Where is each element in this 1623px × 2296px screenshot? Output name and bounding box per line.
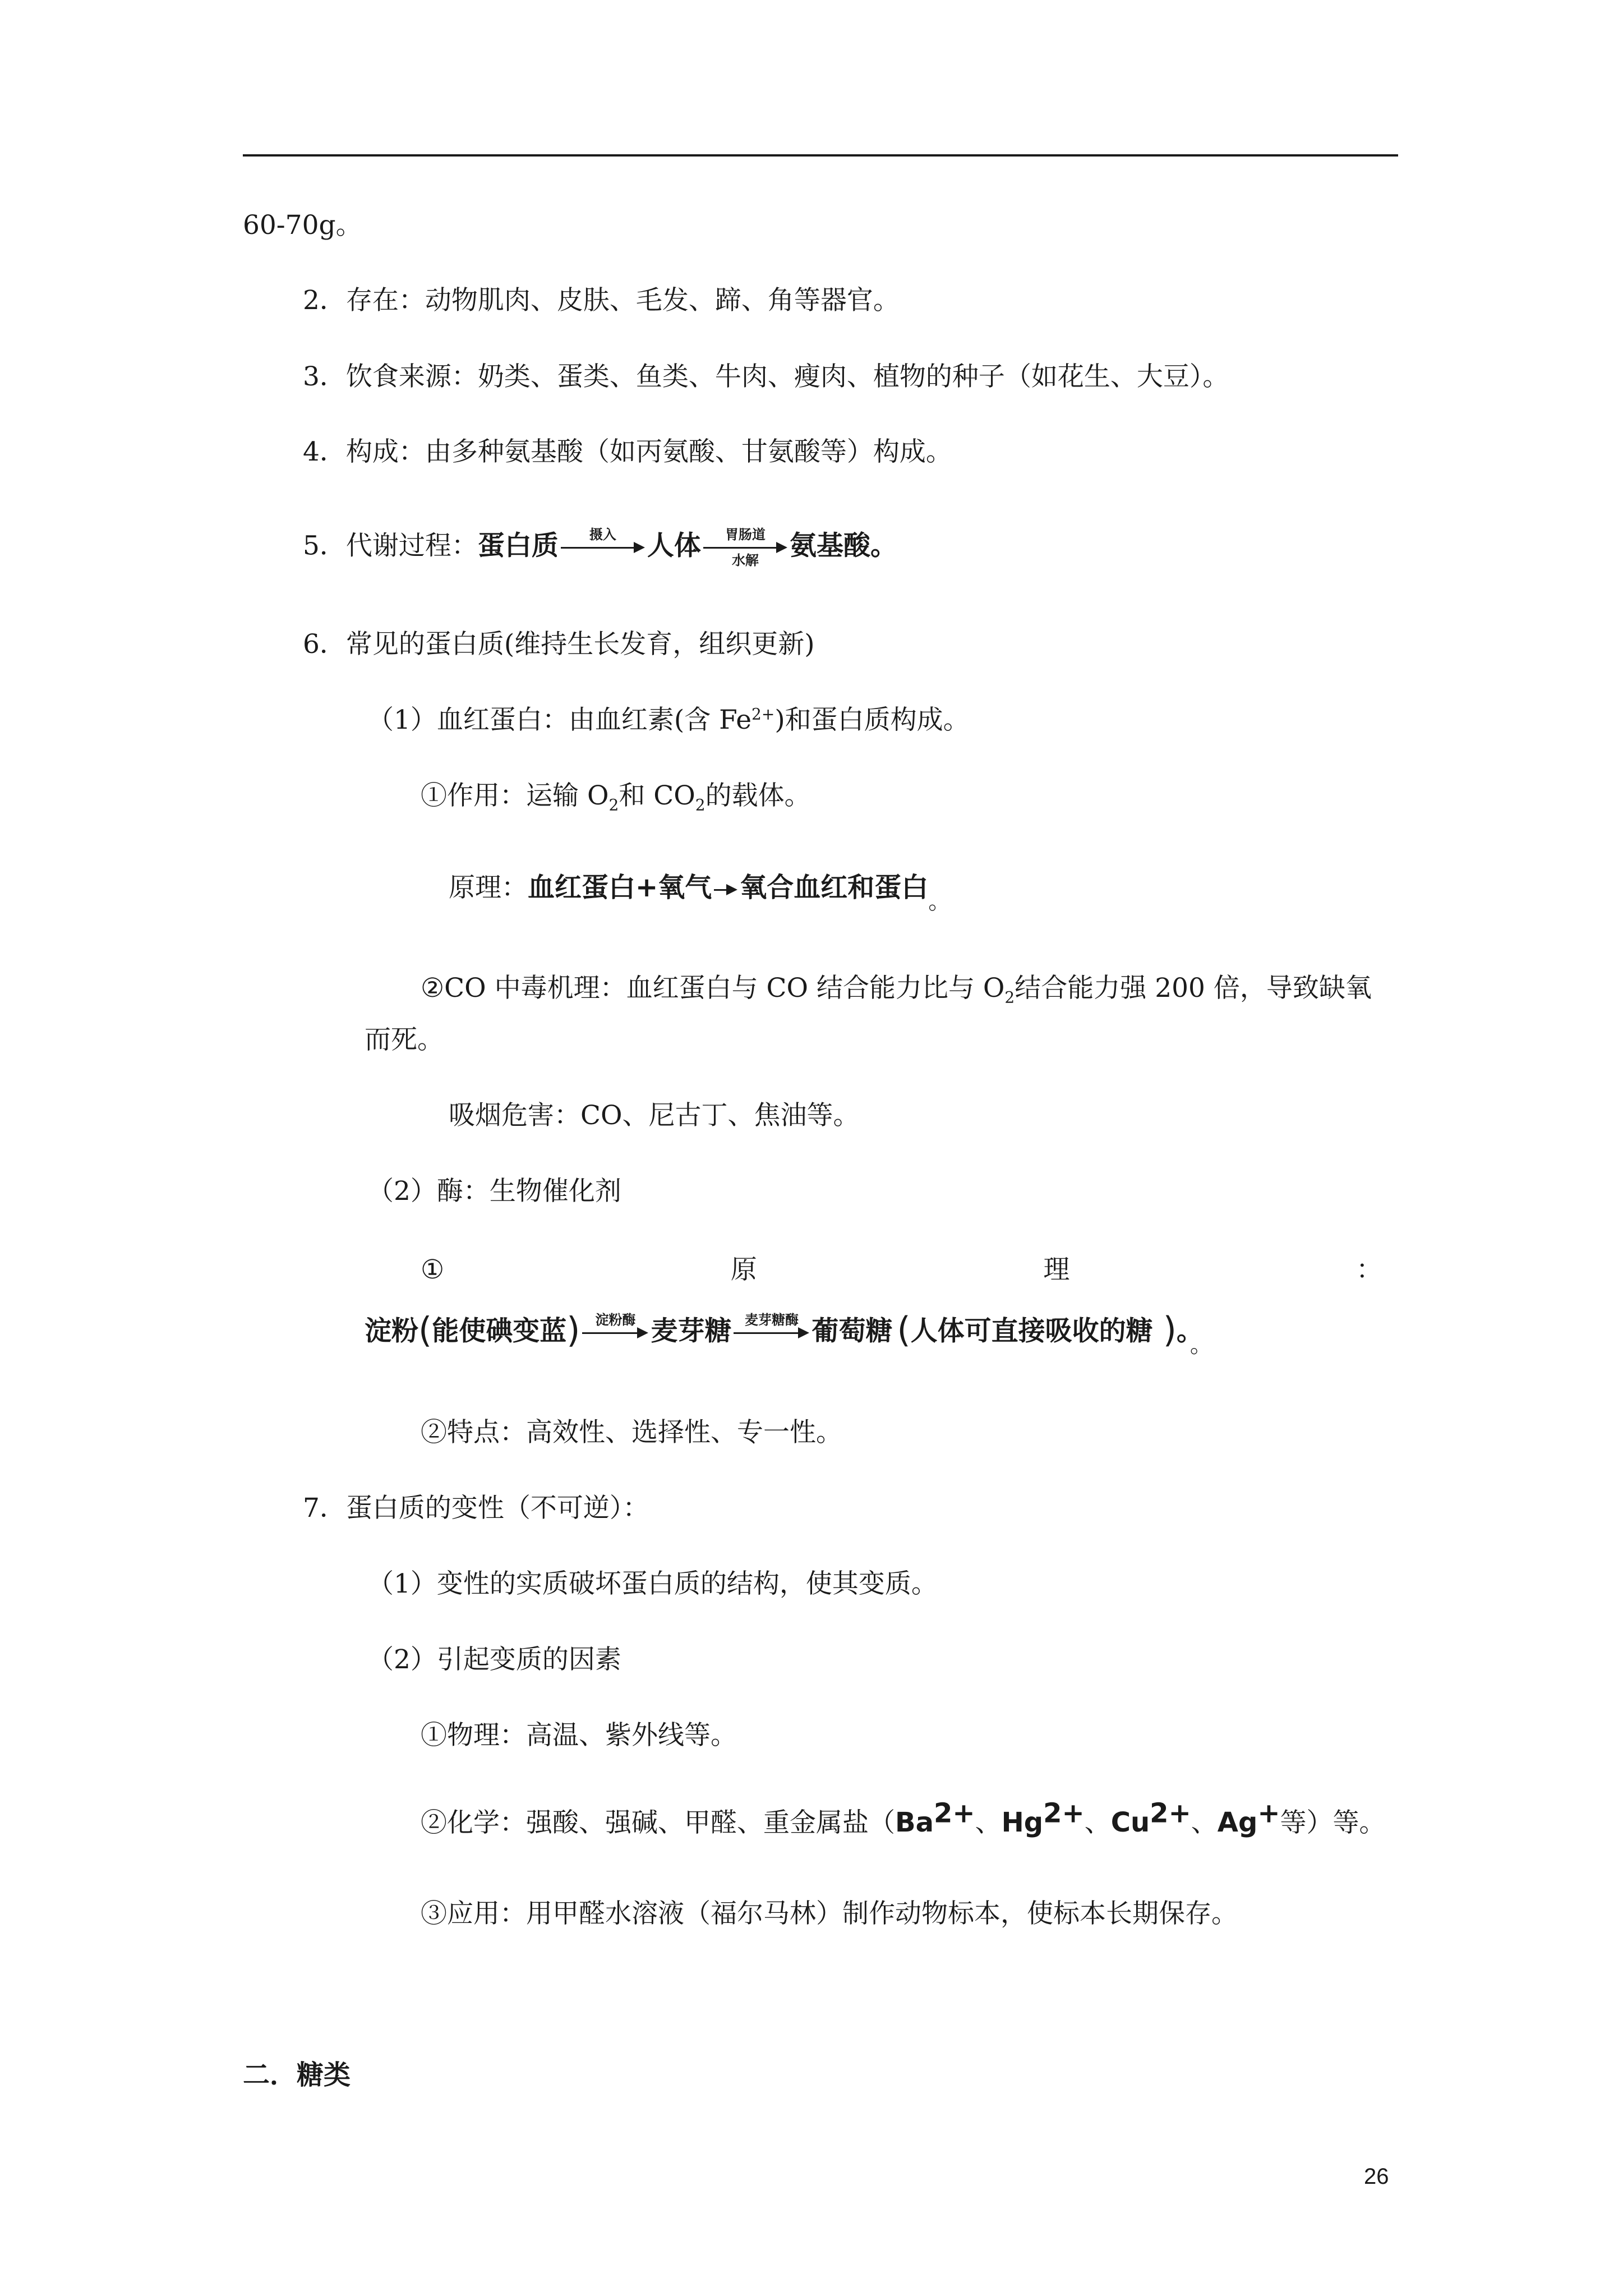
- enzyme-principle-label: ① 原 理 ：: [421, 1254, 1382, 1285]
- product: 氧合血红和蛋白: [740, 872, 929, 903]
- body-term: 人体: [647, 530, 701, 562]
- maltose-term: 麦芽糖: [651, 1315, 732, 1347]
- maltase-label: 麦芽糖酶: [744, 1312, 799, 1328]
- period: 。: [928, 889, 951, 914]
- physical-factors: ①物理：高温、紫外线等。: [421, 1720, 737, 1751]
- page-number: 26: [1364, 2164, 1389, 2189]
- item-2-existence: 2．存在：动物肌肉、皮肤、毛发、蹄、角等器官。: [303, 285, 900, 316]
- hemoglobin-line: （1）血红蛋白：由血红素(含 $Fe^{2+}$)和蛋白质构成。: [367, 705, 970, 735]
- function-line: ①作用：运输 $O_2$和 $CO_2$的载体。: [421, 780, 811, 815]
- ion-cu: Cu: [1110, 1807, 1150, 1838]
- reaction-arrow: [714, 884, 737, 895]
- co-poisoning-continuation: 而死。: [365, 1024, 444, 1055]
- item-5-metabolism: [303, 527, 897, 568]
- item-7-denaturation: 7．蛋白质的变性（不可逆）：: [303, 1493, 649, 1524]
- ingest-arrow-label: 摄入: [589, 527, 616, 542]
- denaturation-essence: （1）变性的实质破坏蛋白质的结构，使其变质。: [367, 1568, 938, 1599]
- co-poisoning-line: ②CO 中毒机理：血红蛋白与 CO 结合能力比与 $O_2$结合能力强 200 倍，导致缺氧: [421, 973, 1372, 1007]
- application: ③应用：用甲醛水溶液（福尔马林）制作动物标本，使标本长期保存。: [421, 1898, 1238, 1929]
- principle-label: 原理：: [449, 872, 528, 903]
- maltase-arrow: [734, 1313, 809, 1354]
- glucose-note: 人体可直接吸收的糖: [910, 1315, 1153, 1347]
- reactants: 血红蛋白+氧气: [528, 872, 712, 903]
- amylase-label: 淀粉酶: [595, 1312, 636, 1328]
- ion-ba: Ba: [895, 1807, 934, 1838]
- denaturation-factors: （2）引起变质的因素: [367, 1644, 621, 1675]
- header-rule: [243, 154, 1398, 157]
- item-3-diet-source: 3．饮食来源：奶类、蛋类、鱼类、牛肉、瘦肉、植物的种子（如花生、大豆）。: [303, 361, 1229, 392]
- period: 。: [1176, 1315, 1190, 1347]
- chemical-factors: ②化学：强酸、强碱、甲醛、重金属盐（$Ba^{2+}$、$Hg^{2+}$、$Cu^{2+}$、Ag+等）等。: [421, 1797, 1386, 1838]
- smoking-harm: 吸烟危害：CO、尼古丁、焦油等。: [449, 1100, 860, 1131]
- period: 。: [1189, 1332, 1212, 1358]
- protein-term: 蛋白质: [477, 530, 559, 562]
- glucose-term: 葡萄糖: [811, 1315, 893, 1347]
- text-line: 60-70g。: [243, 210, 362, 241]
- hydrolysis-arrow-top-label: 胃肠道: [725, 527, 766, 542]
- metabolism-label: 5．代谢过程：: [303, 530, 478, 562]
- amino-acid-term: 氨基酸: [789, 530, 870, 562]
- hemoglobin-principle: [449, 874, 951, 913]
- amylase-arrow: [582, 1313, 648, 1354]
- ion-hg: Hg: [1001, 1807, 1044, 1838]
- hydrolysis-arrow: [703, 527, 787, 568]
- item-4-composition: 4．构成：由多种氨基酸（如丙氨酸、甘氨酸等）构成。: [303, 436, 952, 467]
- enzyme-heading: （2）酶：生物催化剂: [367, 1176, 621, 1207]
- section-heading-sugars: 二．糖类: [243, 2059, 351, 2091]
- hydrolysis-arrow-bottom-label: 水解: [731, 553, 759, 569]
- starch-term: 淀粉: [365, 1315, 419, 1347]
- enzyme-features: ②特点：高效性、选择性、专一性。: [421, 1417, 842, 1448]
- enzyme-equation: 淀粉(能使碘变蓝) 淀粉酶 麦芽糖 麦芽糖酶 葡萄糖 (人体可直接吸收的糖 )。。: [365, 1309, 1212, 1358]
- ion-ag: Ag: [1217, 1807, 1258, 1838]
- period: 。: [870, 530, 897, 562]
- starch-note: 能使碘变蓝: [432, 1315, 567, 1347]
- item-6-common-proteins: 6．常见的蛋白质(维持生长发育，组织更新): [303, 629, 815, 660]
- ingest-arrow: [561, 527, 645, 568]
